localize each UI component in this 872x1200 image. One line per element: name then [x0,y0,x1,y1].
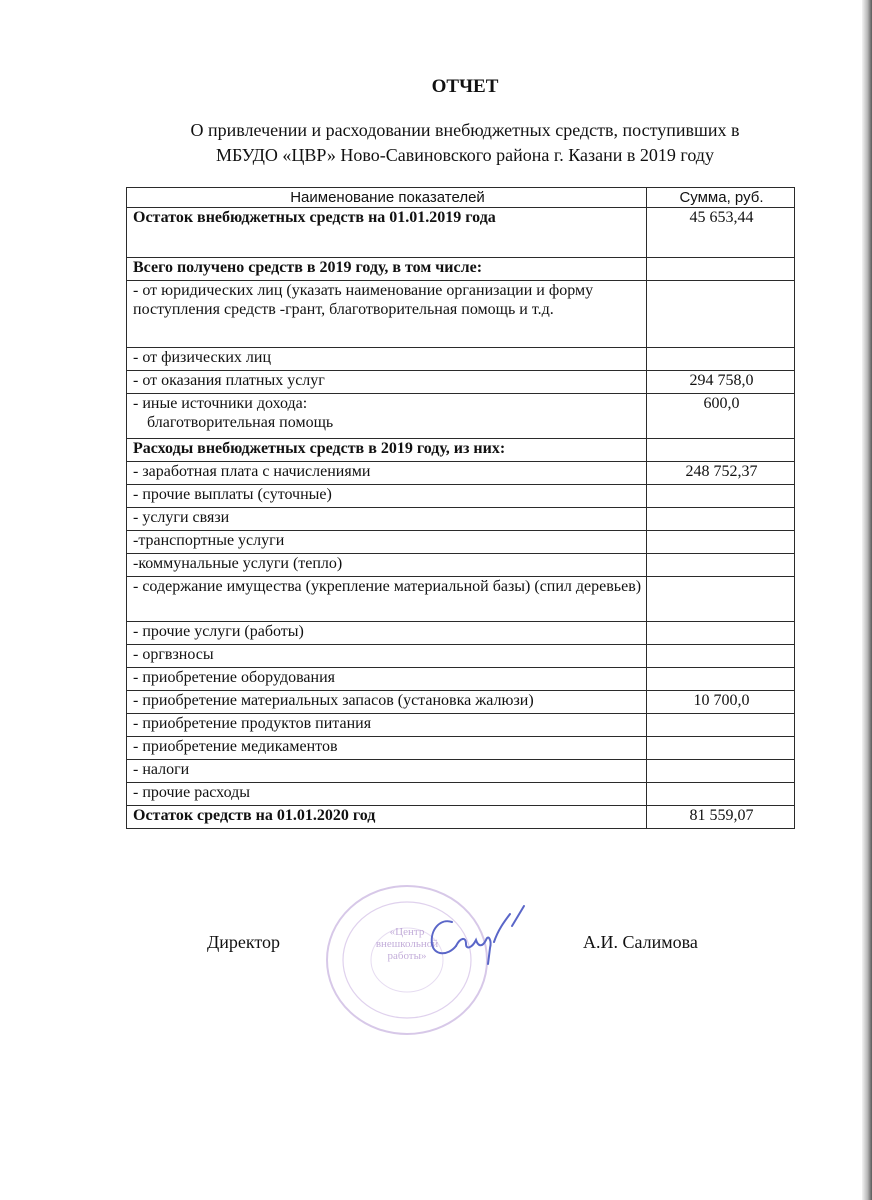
table-row [127,577,795,622]
row-label: - от оказания платных услуг [127,371,647,394]
row-label: - приобретение материальных запасов (установка жалюзи) [127,691,647,714]
row-value [647,714,795,737]
table-row [127,348,795,371]
table-row [127,258,795,281]
row-label: Расходы внебюджетных средств в 2019 году, из них: [127,439,647,462]
row-label: - прочие услуги (работы) [127,622,647,645]
table-row [127,668,795,691]
row-label: - налоги [127,760,647,783]
row-value [647,531,795,554]
row-value: 294 758,0 [647,371,795,394]
table-row [127,714,795,737]
row-label: - от физических лиц [127,348,647,371]
row-value [647,645,795,668]
table-row [127,554,795,577]
row-value [647,258,795,281]
table-row [127,531,795,554]
report-table [126,187,795,829]
table-row [127,806,795,829]
row-value [647,668,795,691]
table-row [127,760,795,783]
row-label: Остаток внебюджетных средств на 01.01.2019 года [127,208,647,258]
row-value [647,554,795,577]
row-label: - заработная плата с начислениями [127,462,647,485]
report-title: ОТЧЕТ [431,76,499,97]
handwritten-signature [422,900,532,970]
row-label-line-2: благотворительная помощь [147,414,334,431]
row-value: 45 653,44 [647,208,795,258]
row-label: - прочие расходы [127,783,647,806]
row-label: - приобретение продуктов питания [127,714,647,737]
row-label-line-1: - иные источники дохода: [133,395,308,412]
table-row [127,622,795,645]
row-label: Всего получено средств в 2019 году, в том числе: [127,258,647,281]
table-row [127,208,795,258]
stamp-text-line-1: «Центр [389,926,425,938]
table-row [127,439,795,462]
row-value [647,508,795,531]
header-sum-cell: Сумма, руб. [647,188,795,208]
row-label: - содержание имущества (укрепление материальной базы) (спил деревьев) [127,577,647,622]
table-row [127,508,795,531]
row-label: - приобретение медикаментов [127,737,647,760]
stamp-text-line-3: работы» [387,950,427,962]
director-name: А.И. Салимова [583,932,698,952]
row-label: - оргвзносы [127,645,647,668]
row-label: -коммунальные услуги (тепло) [127,554,647,577]
subtitle-line-1: О привлечении и расходовании внебюджетных средств, поступивших в [190,120,740,140]
table-header-row [127,188,795,208]
row-value: 81 559,07 [647,806,795,829]
table-row [127,281,795,348]
row-value: 10 700,0 [647,691,795,714]
row-value [647,577,795,622]
row-label: - услуги связи [127,508,647,531]
table-row [127,737,795,760]
row-value [647,737,795,760]
row-label: - от юридических лиц (указать наименование организации и форму поступления средств -грант, благотворительная помощь и т.д. [127,281,647,348]
row-value: 600,0 [647,394,795,439]
row-value [647,760,795,783]
table-row [127,691,795,714]
row-label: -транспортные услуги [127,531,647,554]
row-value [647,348,795,371]
row-value [647,281,795,348]
stamp-text-line-2: внешкольной [375,938,439,950]
row-label: Остаток средств на 01.01.2020 год [127,806,647,829]
row-value [647,622,795,645]
table-row [127,485,795,508]
report-subtitle [150,118,780,168]
table-row [127,462,795,485]
row-value: 248 752,37 [647,462,795,485]
table-row [127,394,795,439]
subtitle-line-2: МБУДО «ЦВР» Ново-Савиновского района г. Казани в 2019 году [216,145,714,165]
header-name-cell: Наименование показателей [127,188,647,208]
table-row [127,783,795,806]
row-value [647,439,795,462]
row-label: - приобретение оборудования [127,668,647,691]
row-value [647,783,795,806]
table-row [127,645,795,668]
signature-block [0,880,872,1060]
director-title: Директор [207,932,281,952]
table-row [127,371,795,394]
row-label [127,394,647,439]
row-value [647,485,795,508]
row-label: - прочие выплаты (суточные) [127,485,647,508]
